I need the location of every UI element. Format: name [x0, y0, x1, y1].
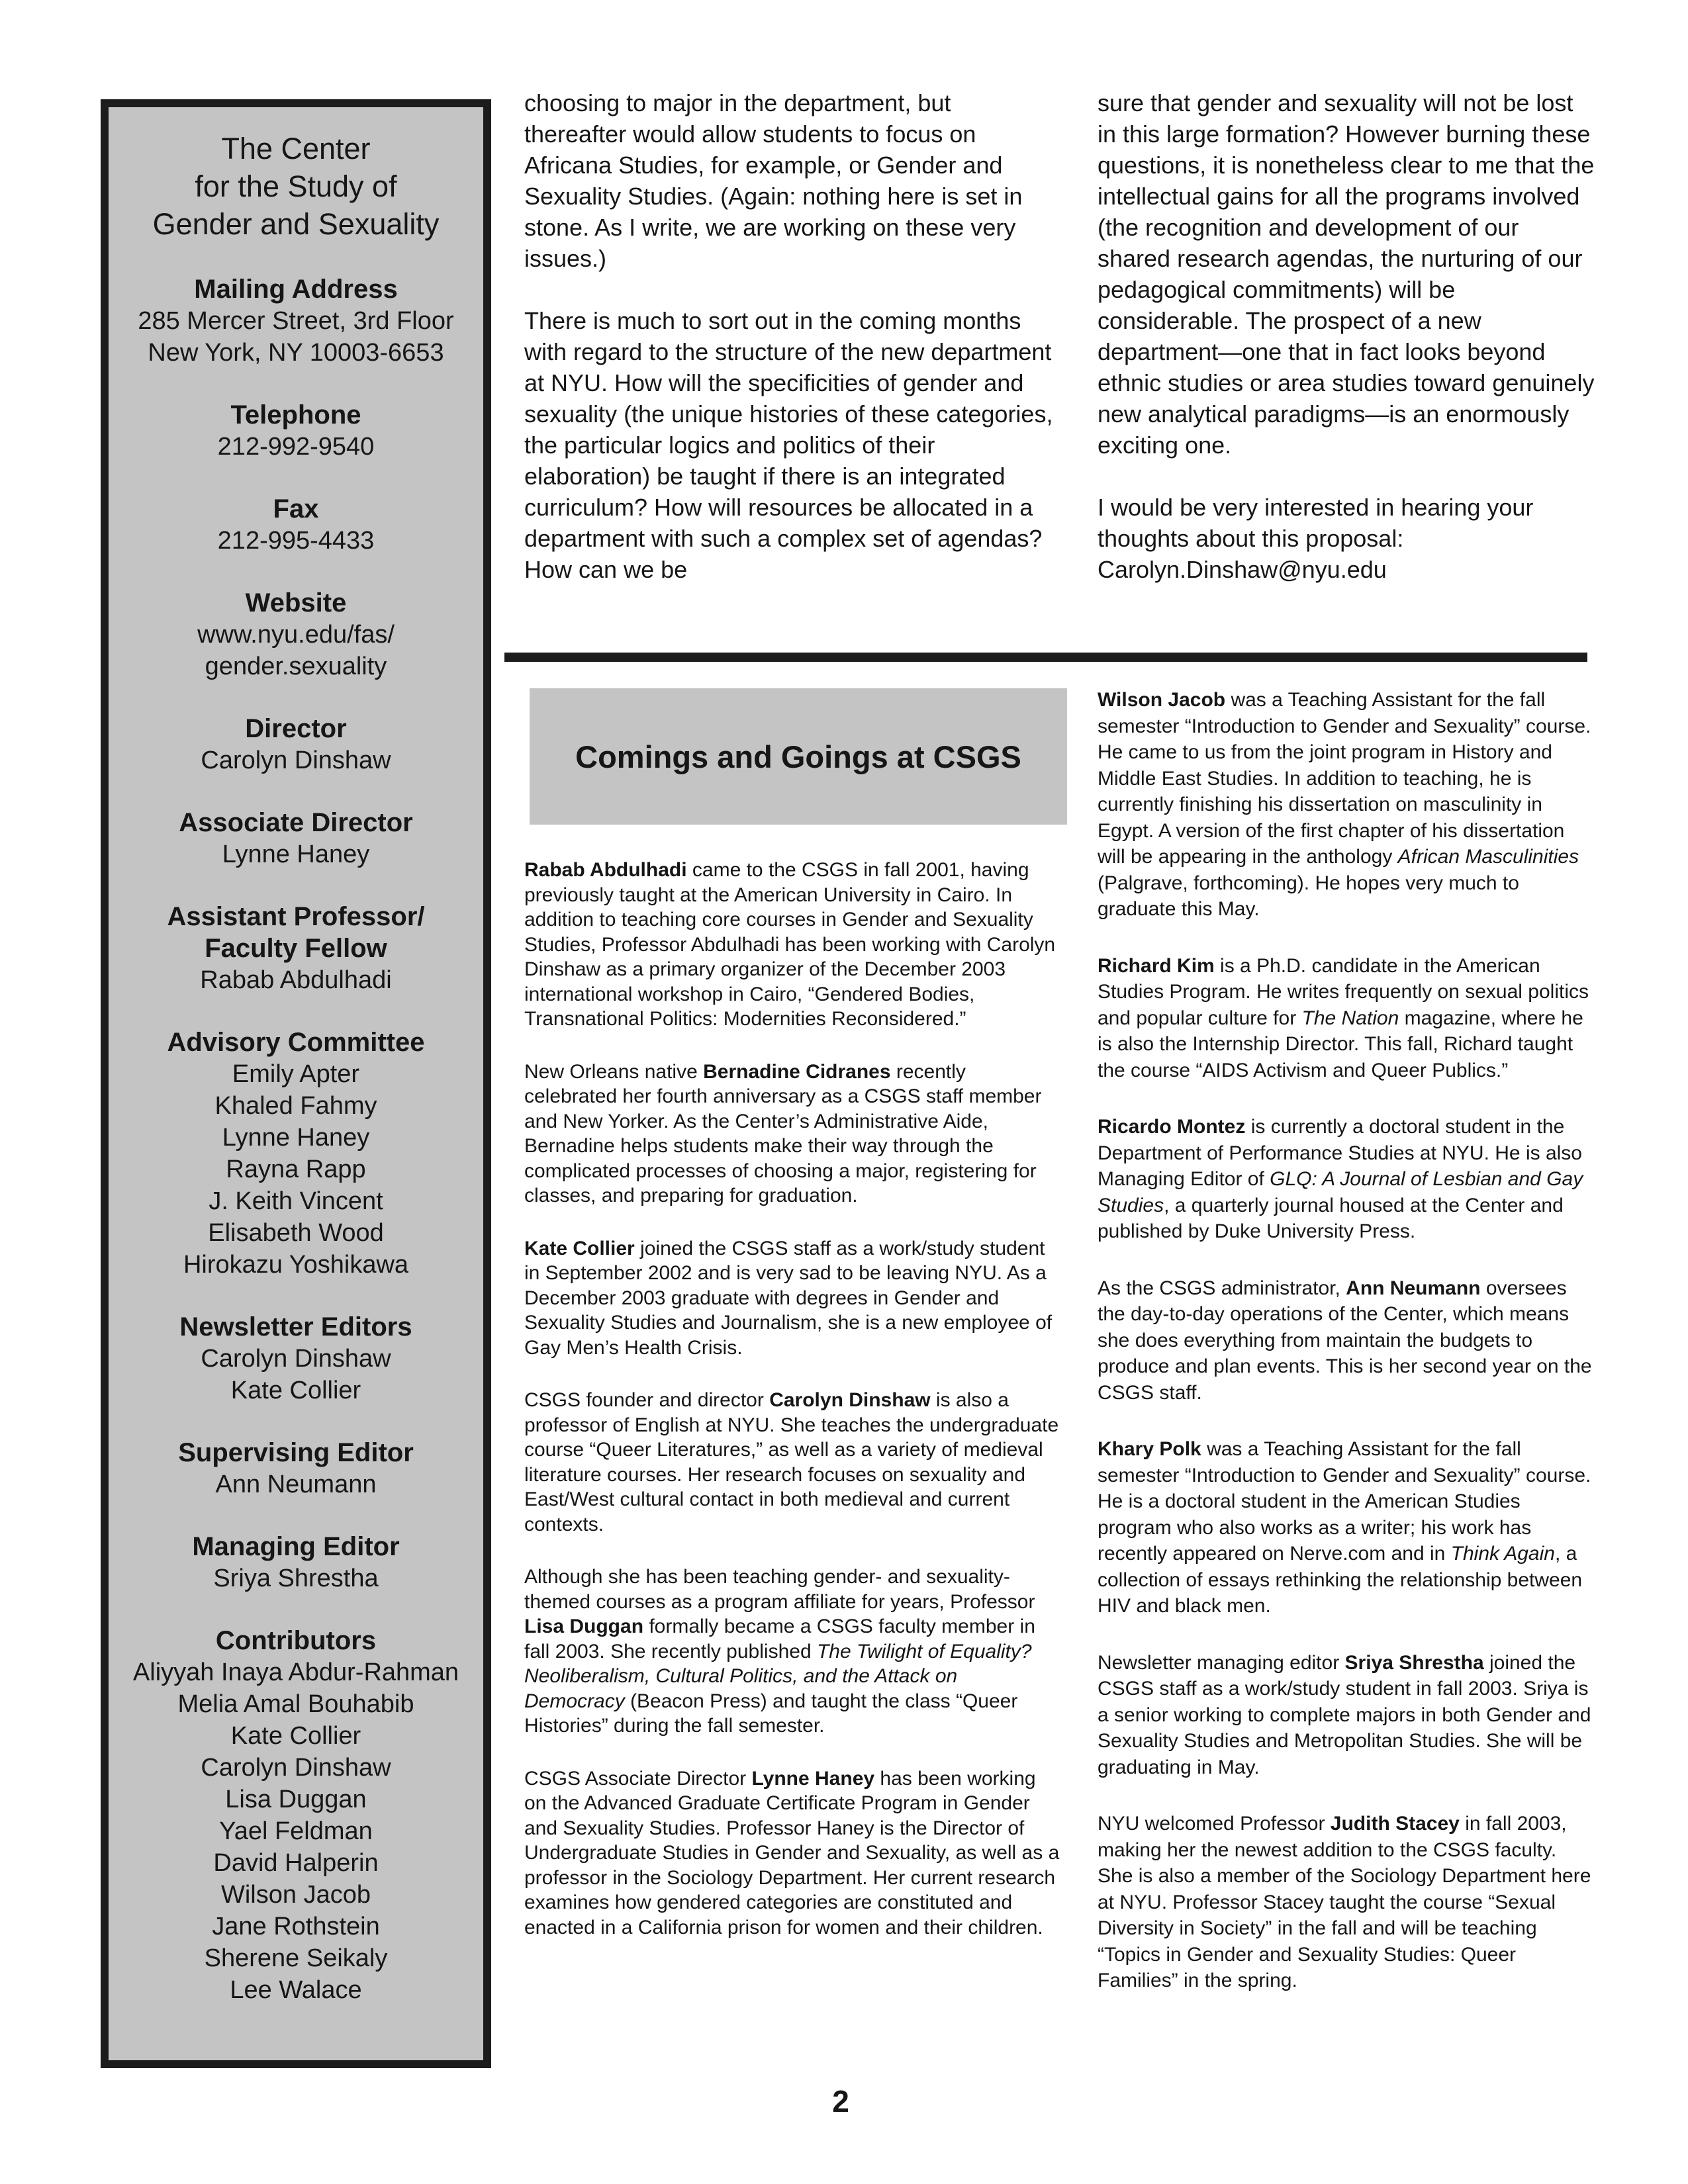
article-paragraph: sure that gender and sexuality will not be lost in this large formation? However burning these questions, it is nonetheless clear to me that the intellectual gains for all the programs involved (the recognition and development of our shared research agendas, the nurturing of our pedagogical commitments) will be considerable. The prospect of a new department—one that in fact looks beyond ethnic studies or area studies toward genuinely new analytical paradigms—is an enormously exciting one. [1098, 89, 1595, 459]
sidebar-section-heading: Supervising Editor [178, 1438, 414, 1467]
sidebar-section [109, 1026, 483, 1281]
bio-paragraph: Kate Collier joined the CSGS staff as a work/study student in September 2002 and is very sad to be leaving NYU. As a December 2003 graduate with degrees in Gender and Sexuality Studies and Journalism, she is a new employee of Gay Men’s Health Crisis. [524, 1237, 1053, 1359]
sidebar-section [109, 399, 483, 463]
bio-paragraph: As the CSGS administrator, Ann Neumann oversees the day-to-day operations of the Center, which means she does everything from maintain the budgets to produce and plan events. This is her second year on the CSGS staff. [1098, 1277, 1592, 1404]
sidebar-section [109, 1531, 483, 1594]
sidebar-section-line: Kate Collier [230, 1377, 361, 1404]
sidebar-section-heading: Newsletter Editors [179, 1312, 412, 1342]
article-paragraph: There is much to sort out in the coming months with regard to the structure of the new department at NYU. How will the specificities of gender and sexuality (the unique histories of these categories, the particular logics and politics of their elaboration) be taught if there is an integrated curriculum? How will resources be allocated in a department with such a complex set of agendas? How can we be [524, 307, 1053, 583]
bios-column-left [524, 858, 1062, 1968]
sidebar-section-line: Elisabeth Wood [208, 1219, 384, 1247]
sidebar-section-line: gender.sexuality [205, 653, 387, 680]
page-number: 2 [832, 2084, 849, 2118]
sidebar-section [109, 901, 483, 996]
bio-paragraph: CSGS founder and director Carolyn Dinshaw is also a professor of English at NYU. She teaches the undergraduate course “Queer Literatures,” as well as a variety of medieval literature courses. Her research focuses on sexuality and East/West cultural contact in both medieval and current contexts. [524, 1389, 1059, 1535]
sidebar-section-heading: Website [245, 588, 347, 617]
article-column-left [524, 87, 1054, 616]
sidebar-section [109, 587, 483, 682]
sidebar-section-heading: Mailing Address [194, 275, 398, 304]
bio-paragraph: Wilson Jacob was a Teaching Assistant for the fall semester “Introduction to Gender and Sexuality” course. He came to us from the joint program in History and Middle East Studies. In addition to teaching, he is currently finishing his dissertation on masculinity in Egypt. A version of the first chapter of his dissertation will be appearing in the anthology African Masculinities (Palgrave, forthcoming). He hopes very much to graduate this May. [1098, 689, 1591, 920]
sidebar-section-line: J. Keith Vincent [209, 1187, 383, 1215]
sidebar-section-line: Sherene Seikaly [204, 1944, 388, 1972]
sidebar-section-line: www.nyu.edu/fas/ [197, 621, 395, 649]
sidebar-section-line: Aliyyah Inaya Abdur-Rahman [132, 1659, 459, 1686]
sidebar-section-heading: Managing Editor [192, 1532, 400, 1561]
sidebar-section-line: Carolyn Dinshaw [201, 1345, 391, 1373]
sidebar-section-line: Jane Rothstein [212, 1913, 380, 1940]
sidebar-section-line: 212-995-4433 [217, 527, 375, 555]
masthead-sections [109, 273, 483, 2006]
comings-title: Comings and Goings at CSGS [575, 739, 1021, 774]
sidebar-section [109, 1625, 483, 2006]
sidebar-section-heading: Assistant Professor/ [167, 902, 425, 931]
sidebar-section-heading: Advisory Committee [167, 1028, 425, 1057]
sidebar-section-line: Carolyn Dinshaw [201, 1754, 391, 1782]
bio-paragraph: NYU welcomed Professor Judith Stacey in fall 2003, making her the newest addition to the CSGS faculty. She is also a member of the Sociology Department here at NYU. Professor Stacey taught the course “Sexual Diversity in Society” in the fall and will be teaching “Topics in Gender and Sexuality Studies: Queer Families” in the spring. [1098, 1813, 1591, 1991]
sidebar-section-line: Lee Walace [230, 1976, 362, 2004]
sidebar-section [109, 493, 483, 557]
sidebar-section-line: David Halperin [213, 1849, 379, 1877]
sidebar-section-line: Ann Neumann [215, 1471, 377, 1498]
sidebar-section-heading: Telephone [230, 400, 361, 430]
bio-paragraph: Ricardo Montez is currently a doctoral student in the Department of Performance Studies at NYU. He is also Managing Editor of GLQ: A Journal of Lesbian and Gay Studies, a quarterly journal housed at the Center and published by Duke University Press. [1098, 1116, 1583, 1242]
sidebar-section-line: New York, NY 10003-6653 [148, 339, 444, 367]
sidebar-section-line: Khaled Fahmy [214, 1092, 377, 1120]
sidebar-section-heading: Contributors [215, 1626, 377, 1655]
sidebar-section-heading: Faculty Fellow [205, 934, 387, 963]
bio-paragraph: Richard Kim is a Ph.D. candidate in the American Studies Program. He writes frequently on sexual politics and popular culture for The Nation magazine, where he is also the Internship Director. This fall, Richard taught the course “AIDS Activism and Queer Publics.” [1098, 954, 1589, 1081]
section-divider-rule [504, 653, 1587, 662]
sidebar-section-line: Sriya Shrestha [213, 1565, 379, 1592]
center-title-line: for the Study of [195, 169, 397, 203]
bio-paragraph: New Orleans native Bernadine Cidranes recently celebrated her fourth anniversary as a CSGS staff member and New Yorker. As the Center’s Administrative Aide, Bernadine helps students make their way through the complicated processes of choosing a major, registering for classes, and preparing for graduation. [524, 1060, 1042, 1206]
sidebar-section-line: 212-992-9540 [217, 433, 375, 461]
sidebar-section-line: Rabab Abdulhadi [200, 966, 392, 994]
sidebar-section-line: Melia Amal Bouhabib [177, 1690, 414, 1718]
sidebar-section-line: Lisa Duggan [225, 1786, 367, 1813]
sidebar-section [109, 1437, 483, 1500]
sidebar-section-line: Emily Apter [232, 1060, 360, 1088]
center-title [109, 130, 483, 243]
sidebar-section [109, 1311, 483, 1406]
sidebar-section-line: Lynne Haney [222, 1124, 370, 1152]
sidebar-section-heading: Director [245, 714, 347, 743]
bio-paragraph: Newsletter managing editor Sriya Shrestha joined the CSGS staff as a work/study student in fall 2003. Sriya is a senior working to complete majors in both Gender and Sexuality Studies and Metropolitan Studies. She will be graduating in May. [1098, 1651, 1591, 1778]
sidebar-section-line: Rayna Rapp [226, 1156, 366, 1183]
sidebar-section-heading: Fax [273, 494, 319, 523]
bio-paragraph: Although she has been teaching gender- and sexuality- themed courses as a program affiliate for years, Professor Lisa Duggan formally became a CSGS faculty member in fall 2003. She recently published The Twilight of Equality? Neoliberalism, Cultural Politics, and the Attack on Democracy (Beacon Press) and taught the class “Queer Histories” during the fall semester. [524, 1566, 1035, 1737]
sidebar-section-line: Kate Collier [230, 1722, 361, 1750]
sidebar-section [109, 273, 483, 369]
sidebar-section-line: Yael Feldman [219, 1817, 373, 1845]
sidebar-section-line: Lynne Haney [222, 841, 370, 868]
sidebar-section-line: Carolyn Dinshaw [201, 747, 391, 774]
center-title-line: The Center [221, 132, 371, 165]
sidebar-section-line: Hirokazu Yoshikawa [183, 1251, 409, 1279]
masthead-sidebar [101, 99, 491, 2068]
sidebar-section [109, 713, 483, 776]
sidebar-section-line: Wilson Jacob [221, 1881, 371, 1909]
article-paragraph: choosing to major in the department, but thereafter would allow students to focus on Africana Studies, for example, or Gender and Sexuality Studies. (Again: nothing here is set in stone. As I write, we are working on these very issues.) [524, 89, 1023, 272]
sidebar-section-line: 285 Mercer Street, 3rd Floor [138, 307, 454, 335]
bio-paragraph: Rabab Abdulhadi came to the CSGS in fall 2001, having previously taught at the American University in Cairo. In addition to teaching core courses in Gender and Sexuality Studies, Professor Abdulhadi has been working with Carolyn Dinshaw as a primary organizer of the December 2003 international workshop in Cairo, “Gendered Bodies, Transnational Politics: Modernities Reconsidered.” [524, 859, 1056, 1030]
comings-header [530, 688, 1067, 825]
article-paragraph: I would be very interested in hearing your thoughts about this proposal: Carolyn.Dinshaw@nyu.edu [1098, 494, 1534, 583]
sidebar-section-heading: Associate Director [179, 808, 413, 837]
article-column-right [1098, 87, 1595, 616]
bios-column-right [1098, 687, 1593, 2025]
center-title-line: Gender and Sexuality [152, 207, 440, 241]
sidebar-section [109, 807, 483, 870]
bio-paragraph: CSGS Associate Director Lynne Haney has been working on the Advanced Graduate Certificate Program in Gender and Sexuality Studies. Professor Haney is the Director of Undergraduate Studies in Gender and Sexuality, as well as a professor in the Sociology Department. Her current research examines how gendered categories are constituted and enacted in a California prison for women and their children. [524, 1767, 1060, 1938]
bio-paragraph: Khary Polk was a Teaching Assistant for the fall semester “Introduction to Gender and Sexuality” course. He is a doctoral student in the American Studies program who also works as a writer; his work has recently appeared on Nerve.com and in Think Again, a collection of essays rethinking the relationship between HIV and black men. [1098, 1438, 1591, 1617]
